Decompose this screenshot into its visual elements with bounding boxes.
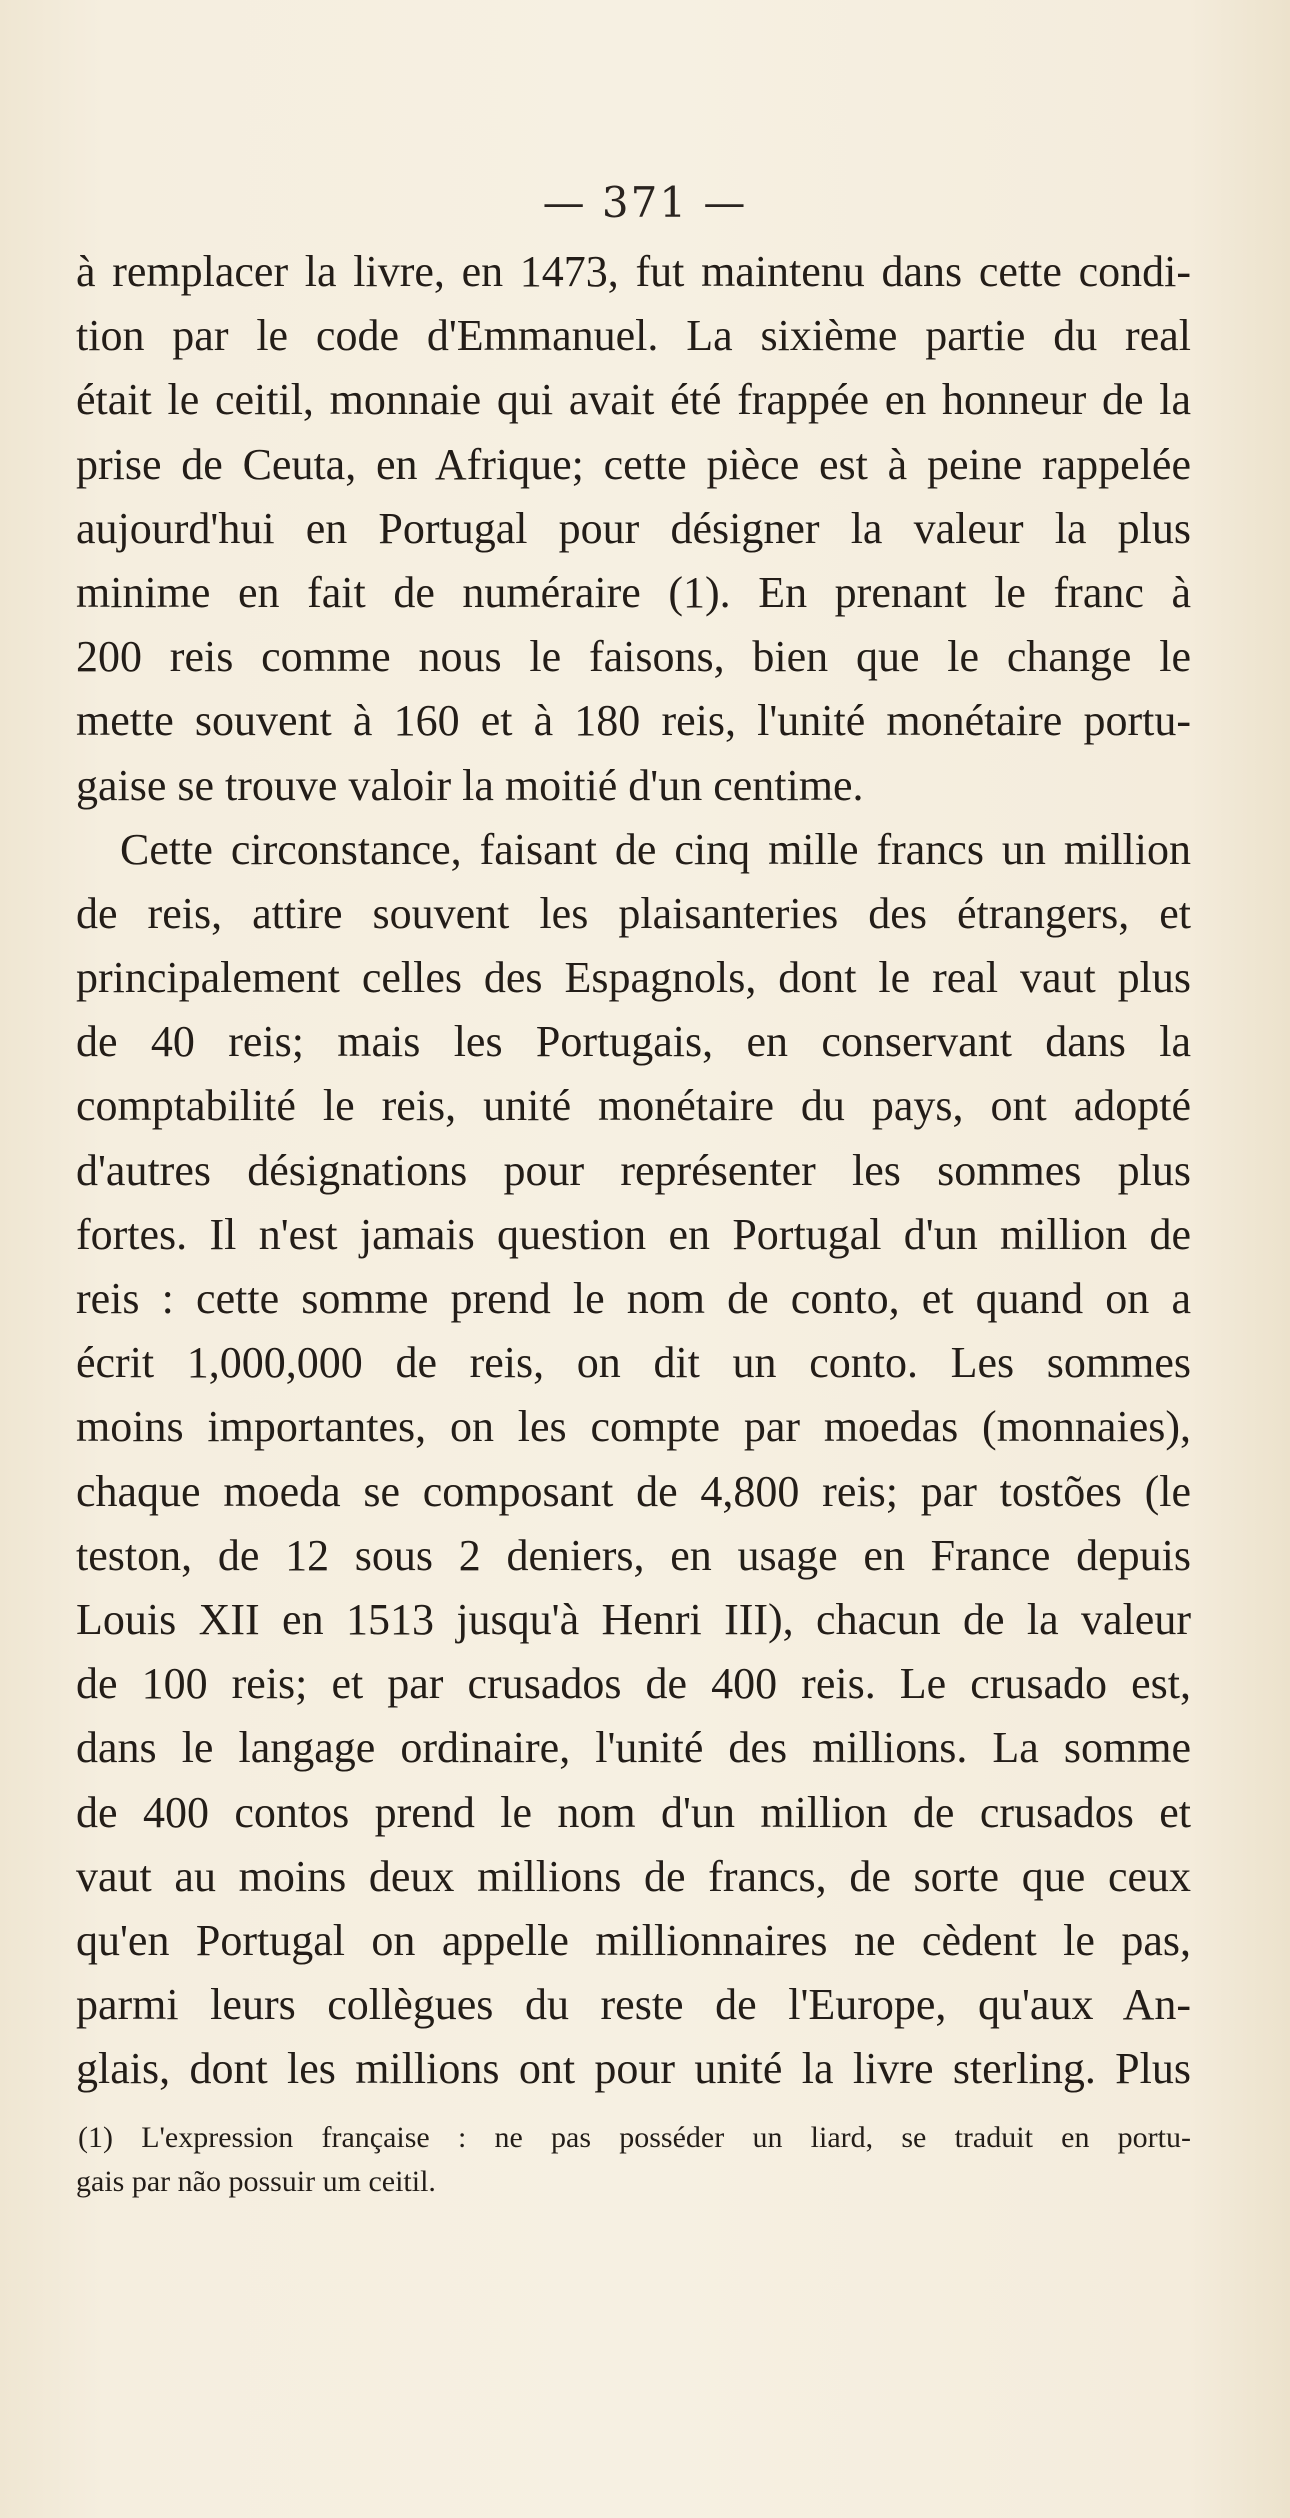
- text-line: parmi leurs collègues du reste de l'Europe, qu'aux An-: [76, 1980, 1191, 2030]
- footnote: [76, 2116, 1191, 2204]
- text-line: glais, dont les millions ont pour unité la livre sterling. Plus: [76, 2044, 1191, 2094]
- text-line: écrit 1,000,000 de reis, on dit un conto. Les sommes: [76, 1338, 1191, 1388]
- text-line: de 40 reis; mais les Portugais, en conservant dans la: [76, 1017, 1191, 1067]
- text-line: dans le langage ordinaire, l'unité des millions. La somme: [76, 1723, 1191, 1773]
- text-line: prise de Ceuta, en Afrique; cette pièce est à peine rappelée: [76, 439, 1191, 489]
- text-line: qu'en Portugal on appelle millionnaires ne cèdent le pas,: [76, 1915, 1191, 1965]
- text-line: aujourd'hui en Portugal pour désigner la valeur la plus: [76, 503, 1191, 553]
- body-text: [76, 240, 1191, 2101]
- footnote-line: (1) L'expression française : ne pas posséder un liard, se traduit en portu-: [78, 2121, 1191, 2154]
- text-line: était le ceitil, monnaie qui avait été frappée en honneur de la: [76, 375, 1191, 425]
- text-line: reis : cette somme prend le nom de conto, et quand on a: [76, 1274, 1191, 1323]
- text-line: Louis XII en 1513 jusqu'à Henri III), chacun de la valeur: [76, 1594, 1191, 1644]
- text-line: 200 reis comme nous le faisons, bien que le change le: [76, 632, 1191, 682]
- text-line: à remplacer la livre, en 1473, fut maintenu dans cette condi-: [76, 247, 1191, 296]
- text-line: chaque moeda se composant de 4,800 reis; par tostões (le: [76, 1466, 1191, 1516]
- footnote-line: gais par não possuir um ceitil.: [76, 2165, 436, 2198]
- text-line: principalement celles des Espagnols, dont le real vaut plus: [76, 953, 1191, 1003]
- text-line: de 100 reis; et par crusados de 400 reis. Le crusado est,: [76, 1659, 1191, 1709]
- text-line: gaise se trouve valoir la moitié d'un centime.: [76, 760, 864, 810]
- text-line: Cette circonstance, faisant de cinq mille francs un million: [120, 824, 1191, 874]
- text-line: moins importantes, on les compte par moedas (monnaies),: [76, 1402, 1191, 1452]
- text-line: de reis, attire souvent les plaisanteries des étrangers, et: [76, 888, 1191, 938]
- text-line: vaut au moins deux millions de francs, de sorte que ceux: [76, 1851, 1191, 1901]
- text-line: mette souvent à 160 et à 180 reis, l'unité monétaire portu-: [76, 696, 1191, 746]
- text-line: teston, de 12 sous 2 deniers, en usage en France depuis: [76, 1530, 1191, 1580]
- page-number: — 371 —: [542, 178, 748, 227]
- text-line: de 400 contos prend le nom d'un million de crusados et: [76, 1787, 1191, 1837]
- text-line: minime en fait de numéraire (1). En prenant le franc à: [76, 567, 1191, 617]
- text-line: comptabilité le reis, unité monétaire du pays, ont adopté: [76, 1081, 1191, 1131]
- text-line: tion par le code d'Emmanuel. La sixième partie du real: [76, 311, 1191, 361]
- text-line: d'autres désignations pour représenter les sommes plus: [76, 1145, 1191, 1195]
- text-line: fortes. Il n'est jamais question en Portugal d'un million de: [76, 1209, 1191, 1259]
